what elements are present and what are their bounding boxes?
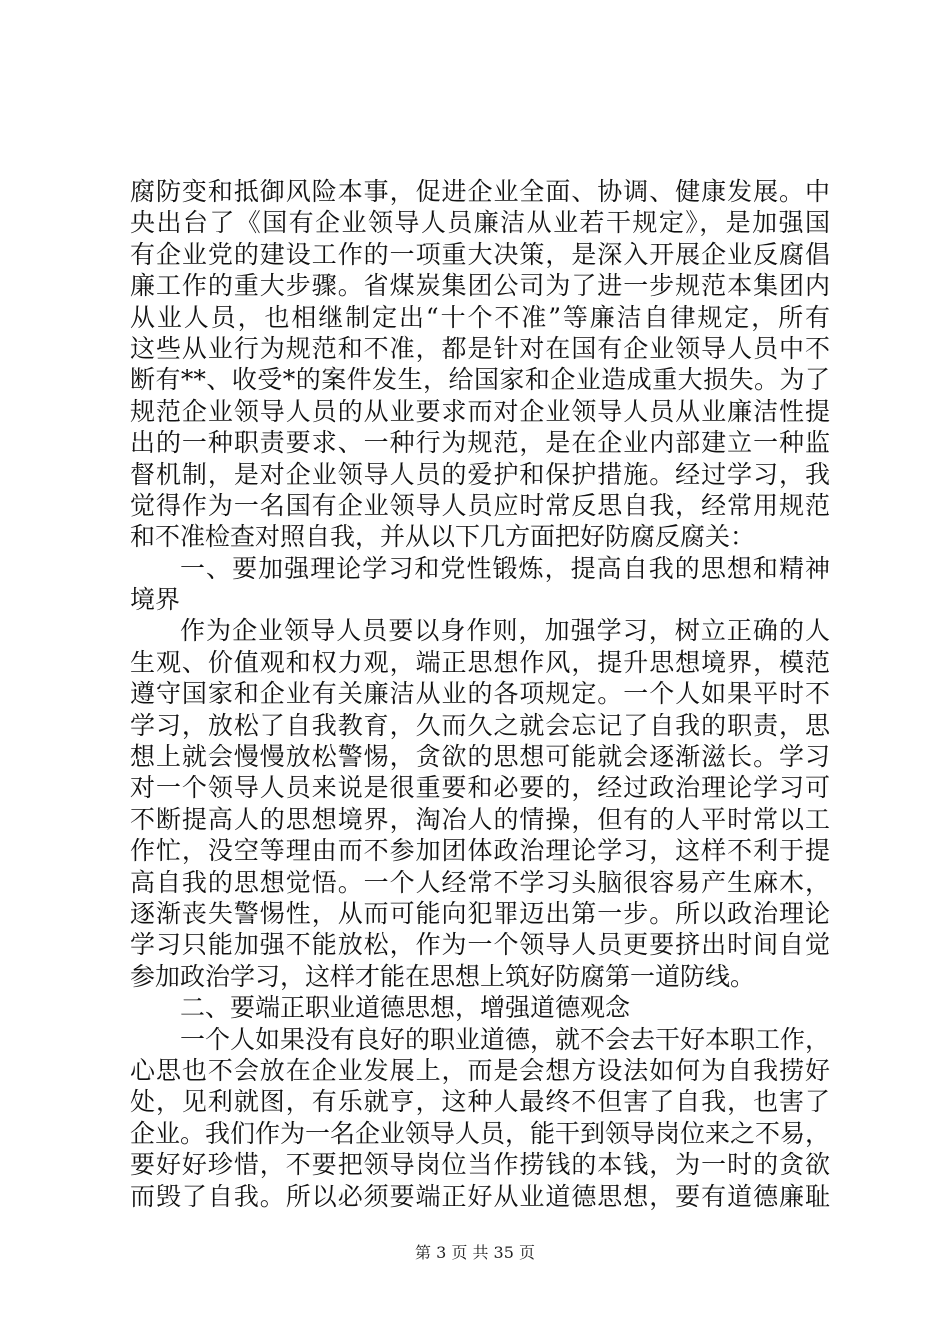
text-line: 要好好珍惜，不要把领导岗位当作捞钱的本钱，为一时的贪欲 [130,1150,830,1180]
text-line: 觉得作为一名国有企业领导人员应时常反思自我，经常用规范 [130,490,830,520]
page-number-footer: 第 3 页 共 35 页 [415,1243,535,1262]
text-line: 作忙，没空等理由而不参加团体政治理论学习，这样不利于提 [130,836,830,866]
section-heading: 二、要端正职业道德思想，增强道德观念 [180,993,631,1023]
text-line: 央出台了《国有企业领导人员廉洁从业若干规定》，是加强国 [130,208,830,238]
text-line: 生观、价值观和权力观，端正思想作风，提升思想境界，模范 [130,647,830,677]
text-line: 遵守国家和企业有关廉洁从业的各项规定。一个人如果平时不 [130,679,830,709]
text-line: 心思也不会放在企业发展上，而是会想方设法如何为自我捞好 [130,1055,830,1085]
text-line: 一个人如果没有良好的职业道德，就不会去干好本职工作， [180,1024,831,1054]
text-line: 腐防变和抵御风险本事，促进企业全面、协调、健康发展。中 [130,177,830,206]
text-line: 廉工作的重大步骤。省煤炭集团公司为了进一步规范本集团内 [130,271,830,301]
text-line: 处，见利就图，有乐就亨，这种人最终不但害了自我，也害了 [130,1087,830,1117]
section-heading: 一、要加强理论学习和党性锻炼，提高自我的思想和精神 [180,553,830,583]
text-line: 参加政治学习，这样才能在思想上筑好防腐第一道防线。 [130,961,756,991]
text-line: 企业。我们作为一名企业领导人员，能干到领导岗位来之不易， [130,1118,831,1148]
body-text [130,176,830,1212]
section-heading-continuation: 境界 [130,585,181,615]
text-line: 学习只能加强不能放松，作为一个领导人员更要挤出时间自觉 [130,930,830,960]
text-line: 高自我的思想觉悟。一个人经常不学习头脑很容易产生麻木， [130,867,830,897]
text-line: 这些从业行为规范和不准，都是针对在国有企业领导人员中不 [130,333,830,363]
text-line: 作为企业领导人员要以身作则，加强学习，树立正确的人 [180,616,830,646]
text-line: 而毁了自我。所以必须要端正好从业道德思想，要有道德廉耻 [130,1181,830,1211]
text-line: 从业人员，也相继制定出“十个不准”等廉洁自律规定，所有 [130,302,830,332]
text-line: 督机制，是对企业领导人员的爱护和保护措施。经过学习，我 [130,459,830,489]
text-line: 断有**、收受*的案件发生，给国家和企业造成重大损失。为了 [130,365,830,395]
text-line: 和不准检查对照自我，并从以下几方面把好防腐反腐关： [130,522,756,552]
text-line: 出的一种职责要求、一种行为规范，是在企业内部建立一种监 [130,428,830,458]
text-line: 有企业党的建设工作的一项重大决策，是深入开展企业反腐倡 [130,239,830,269]
text-line: 对一个领导人员来说是很重要和必要的，经过政治理论学习可 [130,773,830,803]
text-line: 学习，放松了自我教育，久而久之就会忘记了自我的职责，思 [130,710,830,740]
text-line: 想上就会慢慢放松警惕，贪欲的思想可能就会逐渐滋长。学习 [130,742,830,772]
text-line: 不断提高人的思想境界，淘冶人的情操，但有的人平时常以工 [130,804,830,834]
text-line: 规范企业领导人员的从业要求而对企业领导人员从业廉洁性提 [130,396,830,426]
text-line: 逐渐丧失警惕性，从而可能向犯罪迈出第一步。所以政治理论 [130,898,830,928]
